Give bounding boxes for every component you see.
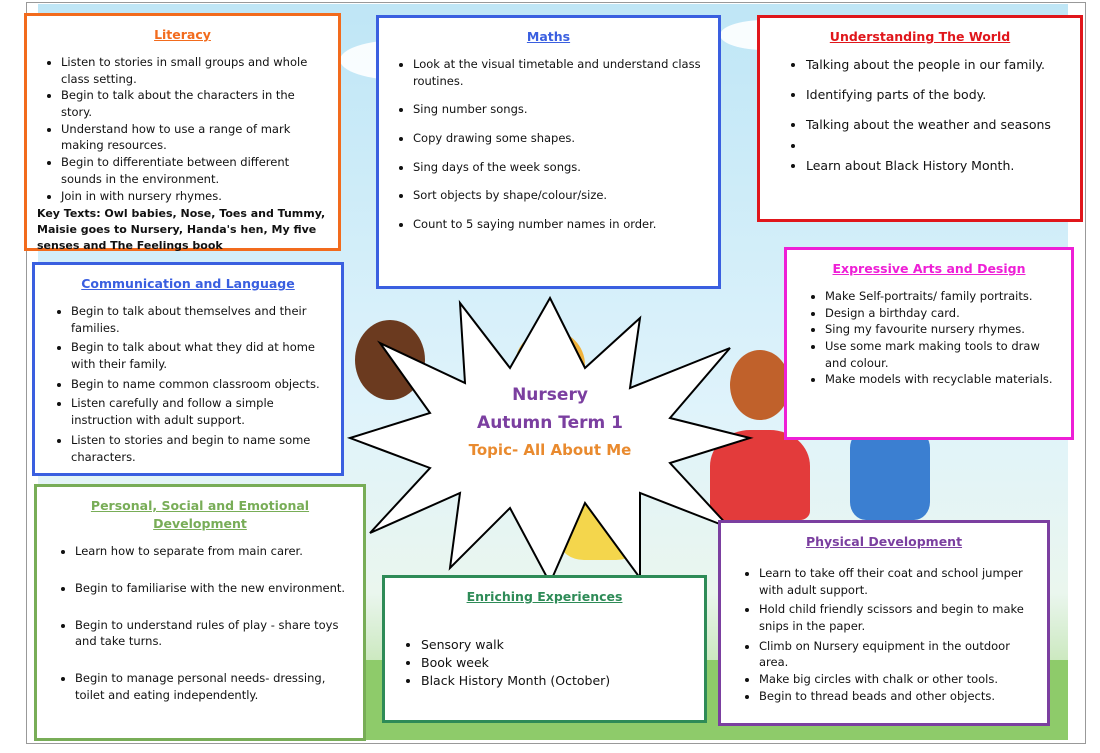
list-item: • Count to 5 saying number names in order. (413, 216, 708, 233)
world-list (770, 56, 1070, 175)
list-item: • Identifying parts of the body. (806, 86, 1070, 104)
list-item: • Make big circles with chalk or other tools. (759, 671, 1037, 688)
term-label: Autumn Term 1 (477, 413, 623, 433)
list-item: • Begin to talk about the characters in the story. (61, 87, 328, 120)
maths-title: Maths (526, 29, 571, 44)
list-item: • Listen to stories and begin to name some characters. (71, 432, 331, 465)
list-item: • Begin to manage personal needs- dressing, toilet and eating independently. (75, 670, 353, 703)
list-item (806, 137, 1070, 155)
list-item: • Learn about Black History Month. (806, 157, 1070, 175)
list-item: • Use some mark making tools to draw and colour. (825, 338, 1061, 371)
list-item: • Begin to talk about themselves and their families. (71, 303, 331, 336)
enriching-list (395, 636, 694, 690)
center-title (440, 385, 660, 467)
expressive-arts-panel (784, 247, 1074, 440)
physical-development-panel (718, 520, 1050, 726)
topic-label: Topic- All About Me (468, 441, 632, 459)
understanding-world-panel (757, 15, 1083, 222)
list-item: • Sing my favourite nursery rhymes. (825, 321, 1061, 338)
list-item: • Make Self-portraits/ family portraits. (825, 288, 1061, 305)
arts-title: Expressive Arts and Design (832, 261, 1026, 276)
communication-list (45, 303, 331, 465)
literacy-panel (24, 13, 341, 251)
maths-list (389, 56, 708, 233)
literacy-list (37, 54, 328, 204)
list-item: • Hold child friendly scissors and begin to make snips in the paper. (759, 601, 1037, 634)
maths-panel (376, 15, 721, 289)
list-item: • Begin to understand rules of play - share toys and take turns. (75, 617, 353, 650)
list-item: • Black History Month (October) (421, 672, 694, 690)
list-item: • Look at the visual timetable and understand class routines. (413, 56, 708, 89)
arts-list (797, 288, 1061, 388)
physical-list (731, 565, 1037, 704)
list-item: • Listen carefully and follow a simple instruction with adult support. (71, 395, 331, 428)
communication-language-panel (32, 262, 344, 476)
list-item: • Climb on Nursery equipment in the outdoor area. (759, 638, 1037, 671)
list-item: • Begin to thread beads and other objects. (759, 688, 1037, 705)
list-item: • Talking about the weather and seasons (806, 116, 1070, 134)
list-item: • Sensory walk (421, 636, 694, 654)
list-item: • Sing number songs. (413, 101, 708, 118)
list-item: • Join in with nursery rhymes. (61, 188, 328, 205)
communication-title: Communication and Language (81, 276, 295, 291)
physical-title: Physical Development (805, 534, 963, 549)
list-item: • Design a birthday card. (825, 305, 1061, 322)
child-shirt-illustration (850, 430, 930, 520)
list-item: • Copy drawing some shapes. (413, 130, 708, 147)
list-item: • Learn to take off their coat and school jumper with adult support. (759, 565, 1037, 598)
key-texts: Key Texts: Owl babies, Nose, Toes and Tummy, Maisie goes to Nursery, Handa's hen, My five senses and The Feelings book (37, 207, 326, 253)
enriching-title: Enriching Experiences (466, 589, 623, 604)
list-item: • Sing days of the week songs. (413, 159, 708, 176)
list-item: • Listen to stories in small groups and whole class setting. (61, 54, 328, 87)
list-item: • Begin to differentiate between different sounds in the environment. (61, 154, 328, 187)
psed-list (47, 543, 353, 703)
list-item: • Begin to name common classroom objects. (71, 376, 331, 393)
world-title: Understanding The World (829, 29, 1011, 44)
list-item: • Talking about the people in our family. (806, 56, 1070, 74)
literacy-title: Literacy (154, 27, 211, 42)
psed-title: Personal, Social and Emotional Development (90, 498, 310, 532)
list-item: • Begin to familiarise with the new environment. (75, 580, 353, 597)
list-item: • Begin to talk about what they did at home with their family. (71, 339, 331, 372)
list-item: • Learn how to separate from main carer. (75, 543, 353, 560)
list-item: • Understand how to use a range of mark making resources. (61, 121, 328, 154)
enriching-experiences-panel (382, 575, 707, 723)
list-item: • Book week (421, 654, 694, 672)
nursery-label: Nursery (512, 385, 588, 405)
list-item: • Sort objects by shape/colour/size. (413, 187, 708, 204)
psed-panel (34, 484, 366, 741)
list-item: • Make models with recyclable materials. (825, 371, 1061, 388)
